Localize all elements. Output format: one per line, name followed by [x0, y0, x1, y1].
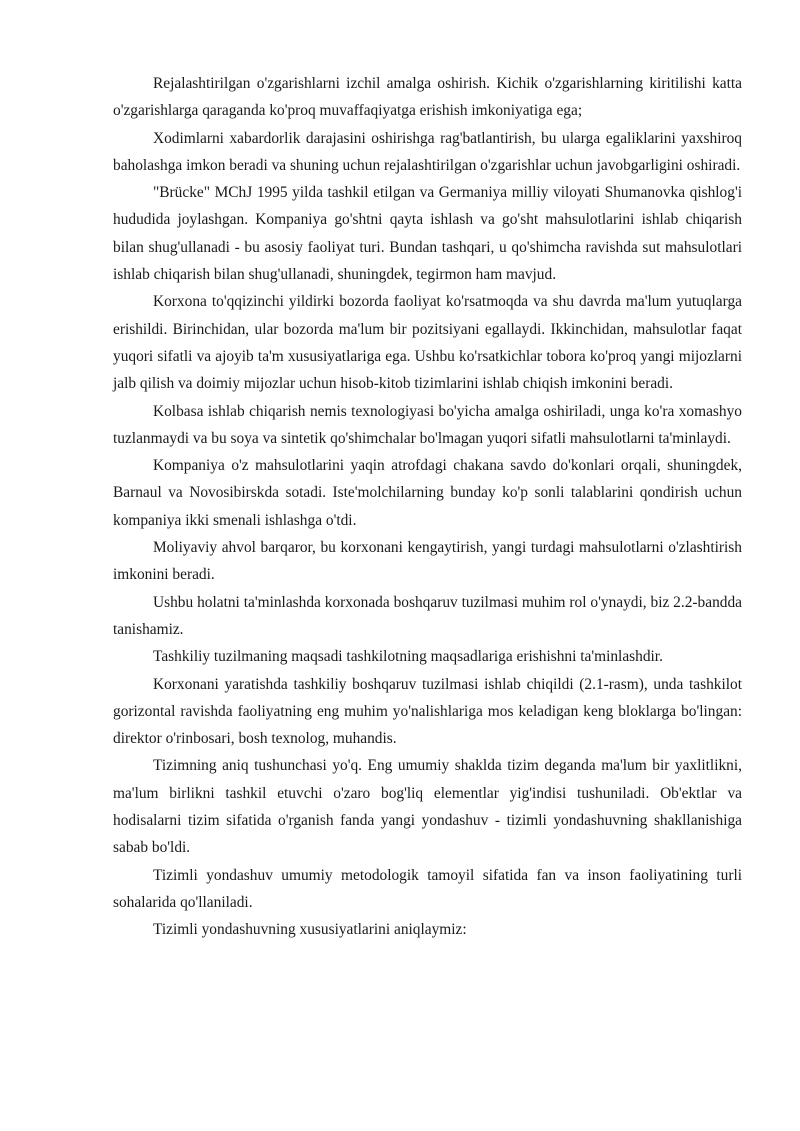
paragraph-approach-features: Tizimli yondashuvning xususiyatlarini aniqlaymiz: [153, 921, 467, 939]
paragraph-management-structure: Ushbu holatni ta'minlashda korxonada boshqaruv tuzilmasi muhim rol o'ynaydi, biz 2.2-bandda tanishamiz. [113, 593, 742, 638]
paragraph-structure-goal: Tashkiliy tuzilmaning maqsadi tashkilotning maqsadlariga erishishni ta'minlashdir. [153, 648, 663, 666]
paragraph-system-approach: Tizimli yondashuv umumiy metodologik tamoyil sifatida fan va inson faoliyatining turli sohalarida qo'llaniladi. [113, 866, 742, 911]
paragraph-org-structure: Korxonani yaratishda tashkiliy boshqaruv tuzilmasi ishlab chiqildi (2.1-rasm), unda tashkilot gorizontal ravishda faoliyatning eng muhim yo'nalishlariga mos keladigan keng bloklarga bo'lingan: direktor o'rinbosari, bosh texnolog, muhandis. [113, 675, 742, 748]
document-page [113, 70, 742, 944]
paragraph-planned-changes: Rejalashtirilgan o'zgarishlarni izchil amalga oshirish. Kichik o'zgarishlarning kiritilishi katta o'zgarishlarga qaraganda ko'proq muvaffaqiyatga erishish imkoniyatiga ega; [113, 75, 742, 120]
paragraph-market-achievements: Korxona to'qqizinchi yildirki bozorda faoliyat ko'rsatmoqda va shu davrda ma'lum yutuqlarga erishildi. Birinchidan, ular bozorda ma'lum bir pozitsiyani egallaydi. Ikkinchidan, mahsulotlar faqat yuqori sifatli va ajoyib ta'm xususiyatlariga ega. Ushbu ko'rsatkichlar tobora ko'proq yangi mijozlarni jalb qilish va doimiy mijozlar uchun hisob-kitob tizimlarini ishlab chiqish imkonini beradi. [113, 293, 742, 393]
paragraph-sales-channels: Kompaniya o'z mahsulotlarini yaqin atrofdagi chakana savdo do'konlari orqali, shuningdek, Barnaul va Novosibirskda sotadi. Iste'molchilarning bunday ko'p sonli talablarini qondirish uchun kompaniya ikki smenali ishlashga o'tdi. [113, 457, 742, 529]
paragraph-employee-awareness: Xodimlarni xabardorlik darajasini oshirishga rag'batlantirish, bu ularga egaliklarini yaxshiroq baholashga imkon beradi va shuning uchun rejalashtirilgan o'zgarishlar uchun javobgarligini oshiradi. [113, 129, 742, 174]
paragraph-financial-state: Moliyaviy ahvol barqaror, bu korxonani kengaytirish, yangi turdagi mahsulotlarni o'zlashtirish imkonini beradi. [113, 539, 742, 584]
paragraph-sausage-technology: Kolbasa ishlab chiqarish nemis texnologiyasi bo'yicha amalga oshiriladi, unga ko'ra xomashyo tuzlanmaydi va bu soya va sintetik qo'shimchalar bo'lmagan yuqori sifatli mahsulotlarni ta'minlaydi. [113, 402, 742, 447]
paragraph-system-concept: Tizimning aniq tushunchasi yo'q. Eng umumiy shaklda tizim deganda ma'lum bir yaxlitlikni, ma'lum birlikni tashkil etuvchi o'zaro bog'liq elementlar yig'indisi tushuniladi. Ob'ektlar va hodisalarni tizim sifatida o'rganish fanda yangi yondashuv - tizimli yondashuvning shakllanishiga sabab bo'ldi. [113, 757, 742, 857]
paragraph-company-intro: "Brücke" MChJ 1995 yilda tashkil etilgan va Germaniya milliy viloyati Shumanovka qishlog'i hududida joylashgan. Kompaniya go'shtni qayta ishlash va go'sht mahsulotlarini ishlab chiqarish bilan shug'ullanadi - bu asosiy faoliyat turi. Bundan tashqari, u qo'shimcha ravishda sut mahsulotlari ishlab chiqarish bilan shug'ullanadi, shuningdek, tegirmon ham mavjud. [113, 184, 742, 284]
